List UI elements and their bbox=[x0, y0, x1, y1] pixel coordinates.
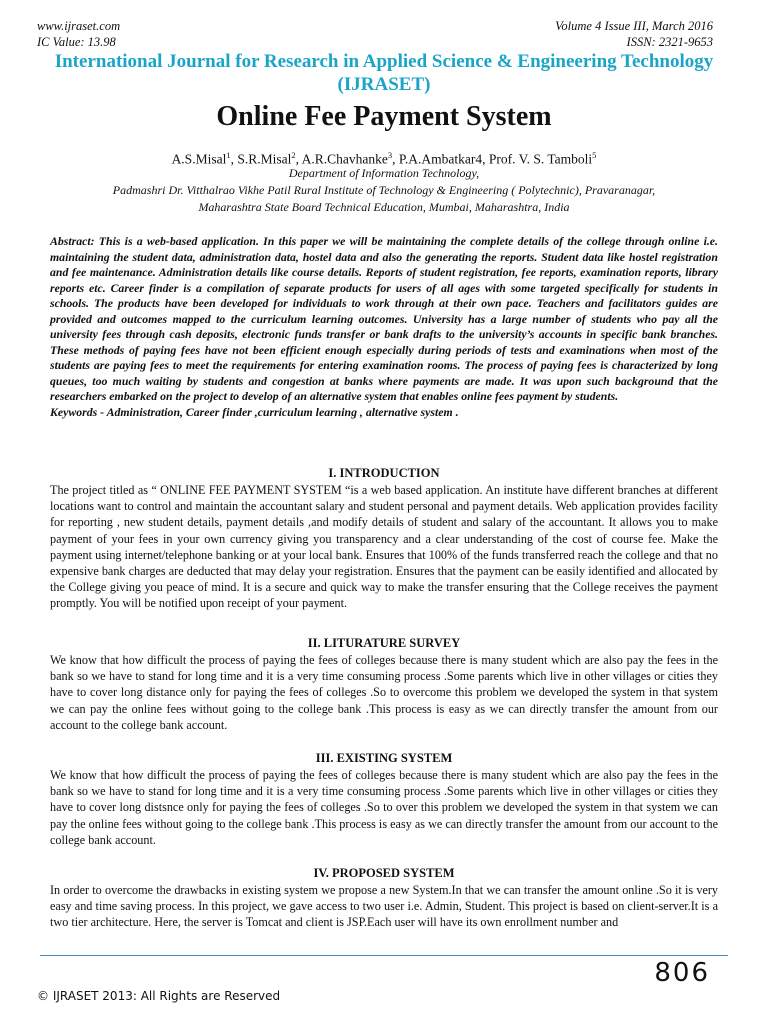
affiliation-institute: Padmashri Dr. Vitthalrao Vikhe Patil Rural Institute of Technology & Engineering ( Polytechnic), Pravaranagar, bbox=[112, 183, 656, 197]
issn: ISSN: 2321-9653 bbox=[626, 35, 713, 49]
section-heading: IV. PROPOSED SYSTEM bbox=[313, 866, 455, 880]
page-number: 806 bbox=[654, 958, 710, 988]
header-left bbox=[37, 18, 120, 50]
author-name: P.A.Ambatkar4 bbox=[398, 151, 483, 167]
section-heading: I. INTRODUCTION bbox=[328, 466, 440, 480]
section-body: The project titled as “ ONLINE FEE PAYMENT SYSTEM “is a web based application. An institute have different branches at different locations want to control and maintain the accountant salary and student personal and payment details. Web application provides facility for reporting , new student details, payment details ,and modify details of student and salary of the accountant. It allows you to make payment of your fees in your own currency giving you transparency and a clear understanding of the cost of course fee. Make the payment using internet/telephone banking or at your local bank. Ensures that 100% of the funds transferred reach the college and that no expensive bank charges are deducted that may delay your registration. Ensures that the payment can be easily identified and allocated by the College giving you peace of mind. It is a secure and quick way to make the transfer ensuring that the College receives the payment promptly. You will be notified upon receipt of your payment. bbox=[50, 483, 718, 611]
affiliation-department: Department of Information Technology, bbox=[288, 166, 480, 180]
author-superscript: 3 bbox=[387, 150, 393, 160]
volume-issue: Volume 4 Issue III, March 2016 bbox=[555, 19, 713, 33]
journal-title: International Journal for Research in Applied Science & Engineering Technology (IJRASET) bbox=[54, 51, 714, 95]
section-heading: II. LITURATURE SURVEY bbox=[307, 636, 461, 650]
header-right bbox=[555, 18, 713, 50]
journal-website: www.ijraset.com bbox=[37, 19, 121, 33]
author-name: S.R.Misal bbox=[237, 151, 292, 167]
section-existing-system bbox=[50, 749, 718, 848]
author-superscript: 2 bbox=[291, 150, 296, 160]
keywords: Keywords - Administration, Career finder ,curriculum learning , alternative system . bbox=[50, 404, 459, 419]
author-superscript: 5 bbox=[592, 150, 597, 160]
section-body: In order to overcome the drawbacks in existing system we propose a new System.In that we can transfer the amount online .So it is very easy and time saving process. In this project, we gave access to two user i.e. Admin, Student. This project is based on client-server.It is a two tier architecture. Here, the server is Tomcat and client is JSP.Each user will have its own enrollment number and bbox=[50, 883, 718, 930]
paper-title: Online Fee Payment System bbox=[216, 101, 552, 132]
ic-value: IC Value: 13.98 bbox=[37, 35, 116, 49]
abstract-block bbox=[50, 234, 718, 420]
affiliation bbox=[60, 165, 708, 216]
section-introduction bbox=[50, 464, 718, 612]
author-list: A.S.Misal$^1$, S.R.Misal$^2$, A.R.Chavhanke$^3$, P.A.Ambatkar4, Prof. V. S. Tamboli$^5$ bbox=[171, 150, 597, 167]
author-name: Prof. V. S. Tamboli bbox=[488, 151, 593, 167]
abstract-text: Abstract: This is a web-based application. In this paper we will be maintaining the complete details of the college through online i.e. maintaining the student data, administration data, hostel data and also the generating the reports. Student data like hostel registration and fee maintenance. Administration details like course details. Reports of student registration, fee reports, examination reports, library reports etc. Career finder is a compilation of separate products for users of all ages with some targeted specifically for students in schools. The products have been developed for individuals to work through at their own pace. Teachers and facilitators guides are provided and outcomes mapped to the curriculum learning outcomes. University has a large number of students who pay all the university fees through cash deposits, electronic funds transfer or bank drafts to the university’s accounts in specific bank branches. These methods of paying fees have not been efficient enough especially during periods of tests and examinations when most of the students are paying fees to meet the requirements for entering examination rooms. The process of paying fees is characterized by long queues, too much waiting by students and congestion at banks where payments are made. It was upon such background that the researchers embarked on the project to develop of an alternative system that enables online fees payment by students. bbox=[50, 234, 718, 403]
section-body: We know that how difficult the process of paying the fees of colleges because there is many student which are also pay the fees in the bank so we have to stand for long time and it is a very time consuming process .Some parents which live in other villages or cities they have to cover long distsnce only for paying the fees of colleges .So to over this problem we developed the system in that system we can pay the online fees without going to the college bank .This process is easy as we can directly transfer the amount from our account to the college bank account. bbox=[50, 768, 718, 847]
section-proposed-system bbox=[50, 864, 718, 931]
section-literature-survey bbox=[50, 634, 718, 733]
section-body: We know that how difficult the process of paying the fees of colleges because there is many student which are also pay the fees in the bank so we have to stand for long time and it is a very time consuming process .Some parents which live in other villages or cities they have to cover long distance only for paying the fees of colleges .So to overcome this problem we developed the system in that system we can pay the online fees without going to the college bank .This process is easy as we can directly transfer the amount from our account to the college bank account. bbox=[50, 653, 718, 732]
copyright-notice: © IJRASET 2013: All Rights are Reserved bbox=[37, 989, 281, 1003]
author-superscript: 1 bbox=[226, 150, 231, 160]
footer-divider bbox=[40, 955, 728, 956]
affiliation-board: Maharashtra State Board Technical Education, Mumbai, Maharashtra, India bbox=[198, 200, 570, 214]
author-name: A.R.Chavhanke bbox=[301, 151, 388, 167]
author-name: A.S.Misal bbox=[171, 151, 227, 167]
section-heading: III. EXISTING SYSTEM bbox=[315, 751, 453, 765]
